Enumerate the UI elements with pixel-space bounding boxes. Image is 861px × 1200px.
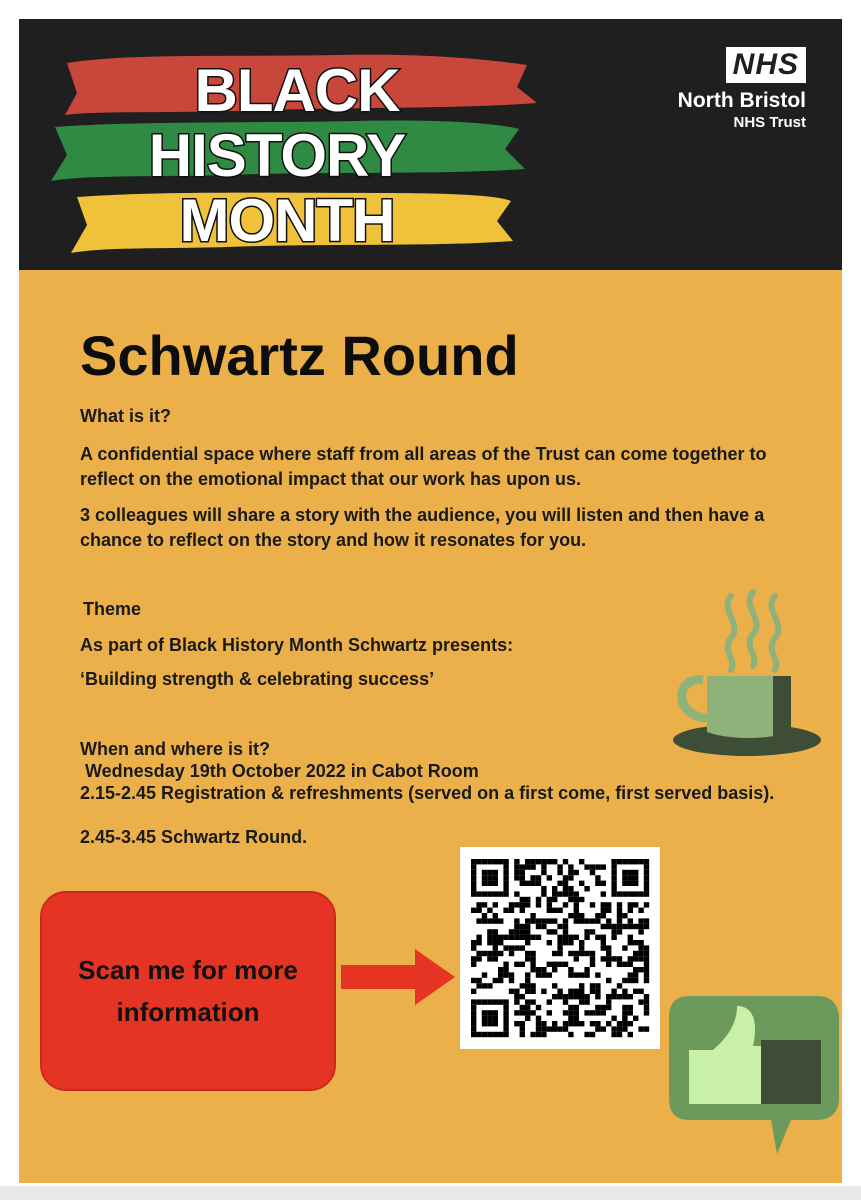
page-footer-band — [0, 1186, 861, 1200]
page-title: Schwartz Round — [80, 324, 519, 387]
when-line-1: Wednesday 19th October 2022 in Cabot Room — [85, 761, 479, 781]
org-name: North Bristol — [677, 89, 806, 112]
hot-drink-icon — [657, 584, 827, 759]
scan-info-callout — [40, 891, 336, 1091]
what-paragraph-1: A confidential space where staff from all areas of the Trust can come together to reflect on the emotional impact that our work has upon us. — [80, 444, 767, 489]
poster — [19, 19, 842, 1183]
theme-line-2: ‘Building strength & celebrating success’ — [80, 669, 435, 689]
nhs-logo — [678, 47, 806, 133]
right-arrow-icon — [341, 947, 457, 1007]
org-trust: NHS Trust — [733, 114, 806, 131]
scan-info-label: Scan me for more information — [78, 955, 298, 1027]
logo-line-1: BLACK — [194, 57, 400, 124]
logo-line-2: HISTORY — [148, 122, 406, 189]
qr-code-graphic — [460, 847, 660, 1049]
what-heading: What is it? — [80, 406, 171, 426]
when-heading: When and where is it? — [80, 739, 271, 759]
when-line-2: 2.15-2.45 Registration & refreshments (served on a first come, first served basis). — [80, 783, 775, 803]
black-history-month-logo — [37, 45, 547, 265]
theme-heading: Theme — [83, 599, 142, 619]
nhs-badge: NHS — [726, 47, 806, 83]
thumbs-up-icon — [667, 994, 841, 1159]
logo-line-3: MONTH — [179, 187, 395, 254]
when-line-3: 2.45-3.45 Schwartz Round. — [80, 827, 308, 847]
header-banner — [19, 19, 842, 270]
qr-code[interactable] — [460, 847, 660, 1049]
what-paragraph-2: 3 colleagues will share a story with the audience, you will listen and then have a chance to reflect on the story and how it resonates for you. — [80, 505, 765, 550]
theme-line-1: As part of Black History Month Schwartz presents: — [80, 635, 514, 655]
